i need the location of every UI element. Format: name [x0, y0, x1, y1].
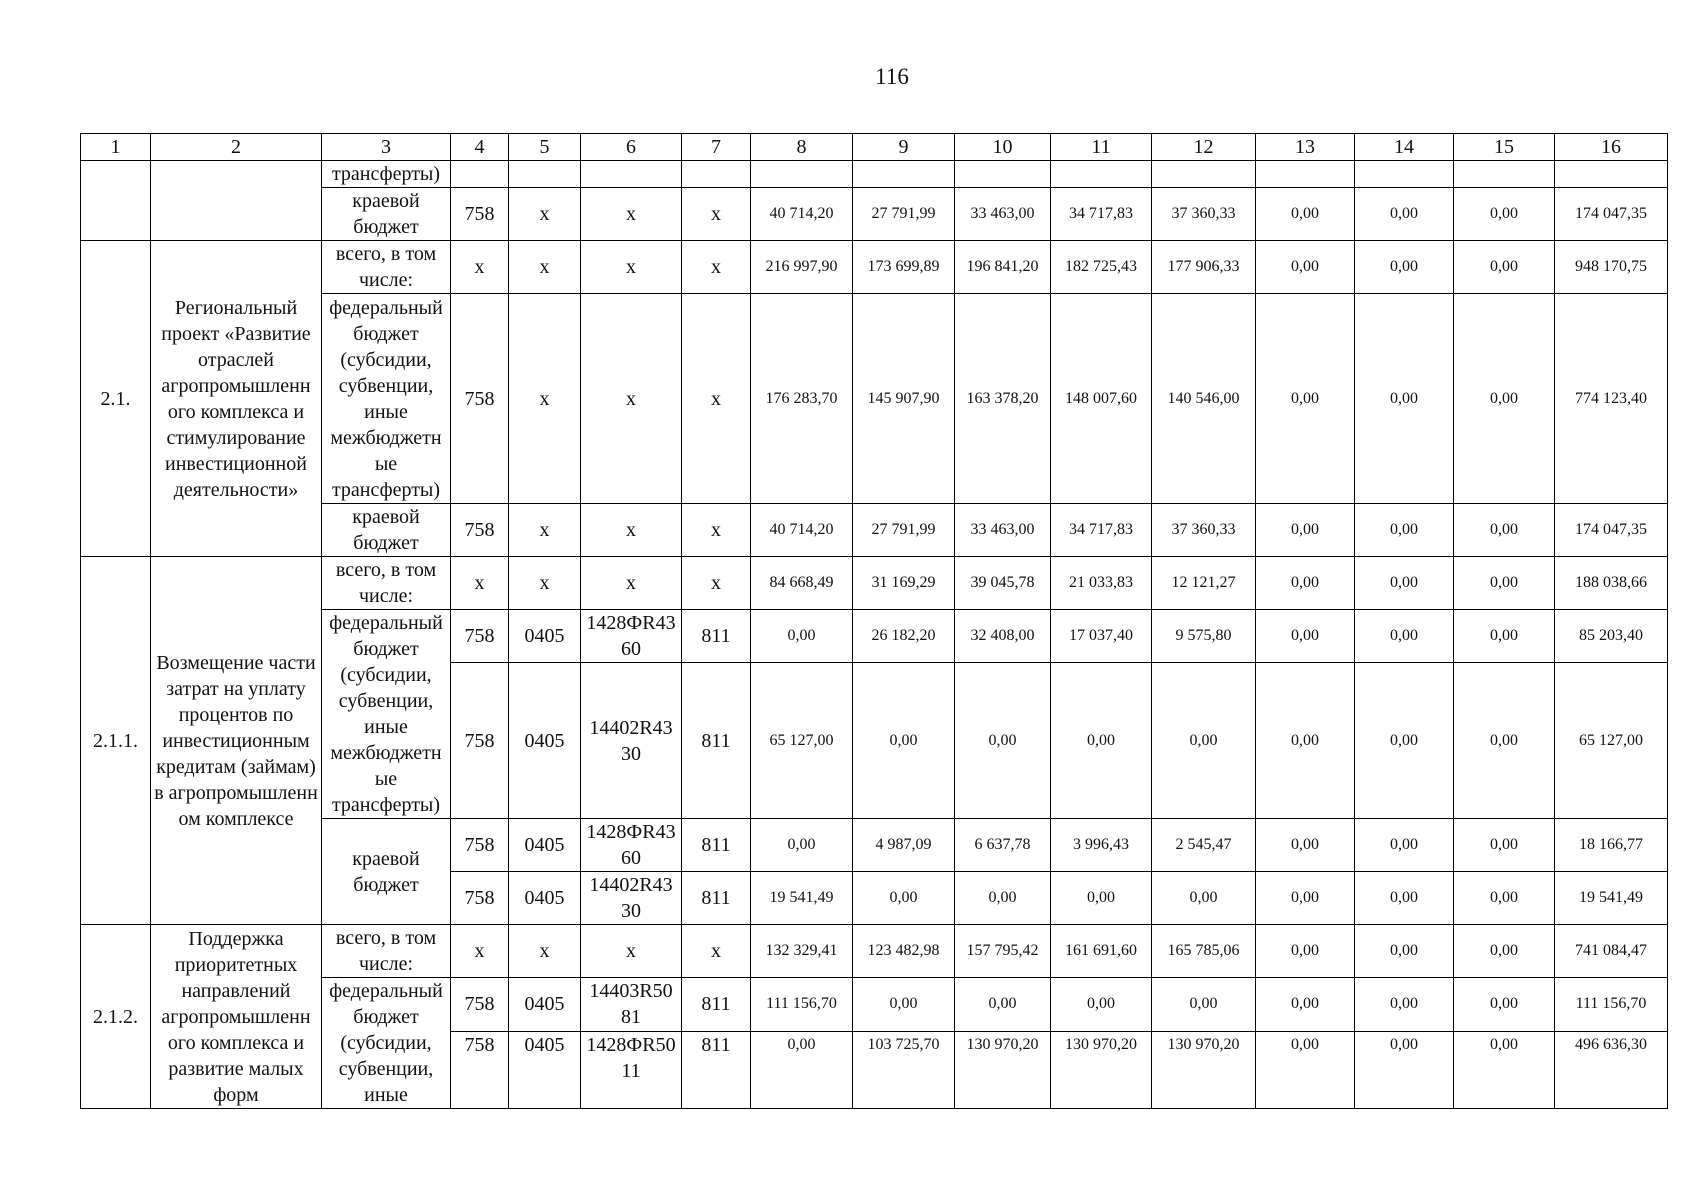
- cell: [581, 161, 682, 188]
- cell: 4 987,09: [853, 819, 955, 872]
- funding-source-cell: краевой бюджет: [322, 819, 451, 925]
- funding-source-cell: краевой бюджет: [322, 504, 451, 557]
- cell: 111 156,70: [1555, 978, 1668, 1032]
- cell: 0405: [509, 610, 581, 663]
- cell: [1051, 161, 1152, 188]
- cell: 0405: [509, 872, 581, 925]
- header-row: [81, 134, 1668, 161]
- cell: 758: [451, 188, 509, 241]
- cell: 0,00: [1454, 241, 1555, 294]
- cell: 40 714,20: [751, 188, 853, 241]
- page-number: 116: [875, 64, 909, 89]
- cell: 0,00: [1152, 978, 1256, 1032]
- header-cell: 4: [451, 134, 509, 161]
- budget-table: [80, 133, 1668, 1109]
- header-cell: 3: [322, 134, 451, 161]
- cell: x: [682, 504, 751, 557]
- cell: 111 156,70: [751, 978, 853, 1032]
- cell: 0405: [509, 978, 581, 1032]
- header-cell: 1: [81, 134, 151, 161]
- cell: 130 970,20: [1051, 1031, 1152, 1108]
- cell: 0,00: [1051, 663, 1152, 819]
- cell: 811: [682, 978, 751, 1032]
- row-number-cell: 2.1.: [81, 241, 151, 557]
- cell: 31 169,29: [853, 557, 955, 610]
- cell: x: [682, 188, 751, 241]
- cell: 0,00: [1454, 819, 1555, 872]
- cell: 758: [451, 610, 509, 663]
- budget-code-cell: 14402R43 30: [581, 872, 682, 925]
- cell: 0,00: [1355, 610, 1454, 663]
- cell: 0,00: [1256, 188, 1355, 241]
- cell: 0,00: [853, 872, 955, 925]
- cell: 65 127,00: [1555, 663, 1668, 819]
- cell: [1256, 161, 1355, 188]
- header-cell: 13: [1256, 134, 1355, 161]
- cell: 0,00: [1152, 663, 1256, 819]
- cell: 0,00: [1355, 925, 1454, 978]
- budget-code-cell: 1428ФR43 60: [581, 610, 682, 663]
- header-cell: 10: [955, 134, 1051, 161]
- cell: 19 541,49: [1555, 872, 1668, 925]
- cell: 18 166,77: [1555, 819, 1668, 872]
- cell: 0,00: [1152, 872, 1256, 925]
- cell: 758: [451, 294, 509, 504]
- cell: 0,00: [1256, 1031, 1355, 1108]
- cell: 774 123,40: [1555, 294, 1668, 504]
- cell: x: [509, 294, 581, 504]
- cell: 165 785,06: [1152, 925, 1256, 978]
- cell: 32 408,00: [955, 610, 1051, 663]
- cell: 6 637,78: [955, 819, 1051, 872]
- budget-code-cell: 14402R43 30: [581, 663, 682, 819]
- cell: 948 170,75: [1555, 241, 1668, 294]
- cell: 758: [451, 978, 509, 1032]
- funding-source-cell: трансферты): [322, 161, 451, 188]
- cell: x: [682, 241, 751, 294]
- cell: 0,00: [1051, 978, 1152, 1032]
- cell: 0,00: [1454, 557, 1555, 610]
- cell: 0,00: [1355, 241, 1454, 294]
- cell: [853, 161, 955, 188]
- cell: x: [581, 294, 682, 504]
- cell: 177 906,33: [1152, 241, 1256, 294]
- cell: 85 203,40: [1555, 610, 1668, 663]
- cell: 27 791,99: [853, 504, 955, 557]
- cell: [509, 161, 581, 188]
- cell: 0,00: [1454, 610, 1555, 663]
- cell: 0,00: [1454, 504, 1555, 557]
- cell: 0,00: [853, 978, 955, 1032]
- cell: 741 084,47: [1555, 925, 1668, 978]
- cell: 0,00: [1355, 819, 1454, 872]
- cell: 0,00: [1454, 1031, 1555, 1108]
- row-number-cell: [81, 161, 151, 241]
- cell: 0,00: [1256, 504, 1355, 557]
- cell: 0,00: [1355, 872, 1454, 925]
- cell: 496 636,30: [1555, 1031, 1668, 1108]
- cell: 26 182,20: [853, 610, 955, 663]
- cell: 145 907,90: [853, 294, 955, 504]
- cell: 130 970,20: [1152, 1031, 1256, 1108]
- cell: 157 795,42: [955, 925, 1051, 978]
- cell: 758: [451, 663, 509, 819]
- header-cell: 5: [509, 134, 581, 161]
- cell: 0,00: [1454, 663, 1555, 819]
- budget-code-cell: 1428ФR50 11: [581, 1031, 682, 1108]
- cell: x: [682, 925, 751, 978]
- header-cell: 15: [1454, 134, 1555, 161]
- event-name-cell: Региональный проект «Развитие отраслей агропромышленн ого комплекса и стимулирование инвестиционной деятельности»: [151, 241, 322, 557]
- table-row: [81, 161, 1668, 188]
- cell: x: [509, 925, 581, 978]
- header-cell: 6: [581, 134, 682, 161]
- cell: 39 045,78: [955, 557, 1051, 610]
- cell: 0,00: [1256, 663, 1355, 819]
- cell: 130 970,20: [955, 1031, 1051, 1108]
- cell: 0,00: [1256, 872, 1355, 925]
- cell: x: [581, 504, 682, 557]
- header-cell: 7: [682, 134, 751, 161]
- cell: 0,00: [1256, 241, 1355, 294]
- cell: 811: [682, 819, 751, 872]
- cell: 0,00: [1256, 819, 1355, 872]
- cell: 0,00: [1256, 557, 1355, 610]
- cell: 758: [451, 504, 509, 557]
- row-number-cell: 2.1.1.: [81, 557, 151, 925]
- header-cell: 11: [1051, 134, 1152, 161]
- header-cell: 16: [1555, 134, 1668, 161]
- cell: x: [509, 504, 581, 557]
- cell: 12 121,27: [1152, 557, 1256, 610]
- table-row: [81, 557, 1668, 610]
- budget-code-cell: 14403R50 81: [581, 978, 682, 1032]
- cell: 0,00: [751, 819, 853, 872]
- cell: 0,00: [1256, 978, 1355, 1032]
- funding-source-cell: краевой бюджет: [322, 188, 451, 241]
- cell: 0,00: [1355, 978, 1454, 1032]
- cell: 27 791,99: [853, 188, 955, 241]
- cell: x: [581, 188, 682, 241]
- cell: x: [509, 188, 581, 241]
- cell: 758: [451, 819, 509, 872]
- cell: 188 038,66: [1555, 557, 1668, 610]
- cell: 123 482,98: [853, 925, 955, 978]
- cell: 811: [682, 663, 751, 819]
- cell: 0,00: [1355, 188, 1454, 241]
- cell: 811: [682, 872, 751, 925]
- cell: [451, 161, 509, 188]
- table-row: [81, 925, 1668, 978]
- cell: x: [451, 241, 509, 294]
- cell: [751, 161, 853, 188]
- cell: 174 047,35: [1555, 504, 1668, 557]
- funding-source-cell: всего, в том числе:: [322, 557, 451, 610]
- cell: 0,00: [1355, 557, 1454, 610]
- cell: 19 541,49: [751, 872, 853, 925]
- funding-source-cell: всего, в том числе:: [322, 241, 451, 294]
- cell: [682, 161, 751, 188]
- cell: 0,00: [1256, 610, 1355, 663]
- cell: 0,00: [853, 663, 955, 819]
- cell: 0,00: [1355, 294, 1454, 504]
- cell: 196 841,20: [955, 241, 1051, 294]
- cell: 140 546,00: [1152, 294, 1256, 504]
- cell: 811: [682, 1031, 751, 1108]
- funding-source-cell: всего, в том числе:: [322, 925, 451, 978]
- cell: 37 360,33: [1152, 188, 1256, 241]
- cell: 173 699,89: [853, 241, 955, 294]
- cell: 0,00: [1355, 504, 1454, 557]
- cell: 811: [682, 610, 751, 663]
- cell: 0,00: [1355, 663, 1454, 819]
- event-name-cell: Возмещение части затрат на уплату процентов по инвестиционным кредитам (займам) в агропромышленн ом комплексе: [151, 557, 322, 925]
- cell: 216 997,90: [751, 241, 853, 294]
- cell: 163 378,20: [955, 294, 1051, 504]
- cell: x: [451, 557, 509, 610]
- cell: 40 714,20: [751, 504, 853, 557]
- cell: 84 668,49: [751, 557, 853, 610]
- cell: x: [451, 925, 509, 978]
- cell: [1555, 161, 1668, 188]
- cell: [955, 161, 1051, 188]
- cell: 0,00: [955, 872, 1051, 925]
- cell: x: [509, 557, 581, 610]
- cell: 0405: [509, 819, 581, 872]
- cell: 37 360,33: [1152, 504, 1256, 557]
- cell: 9 575,80: [1152, 610, 1256, 663]
- cell: x: [581, 925, 682, 978]
- cell: 0,00: [1454, 925, 1555, 978]
- cell: 0,00: [955, 663, 1051, 819]
- cell: x: [509, 241, 581, 294]
- cell: [1454, 161, 1555, 188]
- event-name-cell: [151, 161, 322, 241]
- cell: 33 463,00: [955, 188, 1051, 241]
- cell: 0,00: [1454, 872, 1555, 925]
- cell: x: [581, 241, 682, 294]
- cell: 161 691,60: [1051, 925, 1152, 978]
- cell: 17 037,40: [1051, 610, 1152, 663]
- cell: 65 127,00: [751, 663, 853, 819]
- cell: 758: [451, 1031, 509, 1108]
- cell: 0,00: [1256, 294, 1355, 504]
- cell: 0,00: [1454, 188, 1555, 241]
- cell: 174 047,35: [1555, 188, 1668, 241]
- cell: 0,00: [955, 978, 1051, 1032]
- cell: x: [682, 294, 751, 504]
- cell: 0,00: [1051, 872, 1152, 925]
- cell: 182 725,43: [1051, 241, 1152, 294]
- cell: 0,00: [1355, 1031, 1454, 1108]
- cell: x: [581, 557, 682, 610]
- cell: 21 033,83: [1051, 557, 1152, 610]
- cell: 3 996,43: [1051, 819, 1152, 872]
- cell: x: [682, 557, 751, 610]
- cell: 34 717,83: [1051, 504, 1152, 557]
- cell: 0,00: [1454, 978, 1555, 1032]
- cell: 2 545,47: [1152, 819, 1256, 872]
- funding-source-cell: федеральный бюджет (субсидии, субвенции, иные: [322, 978, 451, 1109]
- funding-source-cell: федеральный бюджет (субсидии, субвенции, иные межбюджетн ые трансферты): [322, 610, 451, 819]
- cell: [1355, 161, 1454, 188]
- table-row: [81, 241, 1668, 294]
- budget-code-cell: 1428ФR43 60: [581, 819, 682, 872]
- cell: 0,00: [751, 610, 853, 663]
- event-name-cell: Поддержка приоритетных направлений агропромышленн ого комплекса и развитие малых форм: [151, 925, 322, 1109]
- header-cell: 12: [1152, 134, 1256, 161]
- cell: 33 463,00: [955, 504, 1051, 557]
- cell: 176 283,70: [751, 294, 853, 504]
- header-cell: 8: [751, 134, 853, 161]
- header-cell: 9: [853, 134, 955, 161]
- cell: 103 725,70: [853, 1031, 955, 1108]
- cell: 0405: [509, 1031, 581, 1108]
- header-cell: 14: [1355, 134, 1454, 161]
- cell: 0405: [509, 663, 581, 819]
- cell: 0,00: [1454, 294, 1555, 504]
- cell: 758: [451, 872, 509, 925]
- cell: 0,00: [1256, 925, 1355, 978]
- cell: [1152, 161, 1256, 188]
- cell: 0,00: [751, 1031, 853, 1108]
- header-cell: 2: [151, 134, 322, 161]
- row-number-cell: 2.1.2.: [81, 925, 151, 1109]
- cell: 132 329,41: [751, 925, 853, 978]
- cell: 148 007,60: [1051, 294, 1152, 504]
- cell: 34 717,83: [1051, 188, 1152, 241]
- funding-source-cell: федеральный бюджет (субсидии, субвенции, иные межбюджетн ые трансферты): [322, 294, 451, 504]
